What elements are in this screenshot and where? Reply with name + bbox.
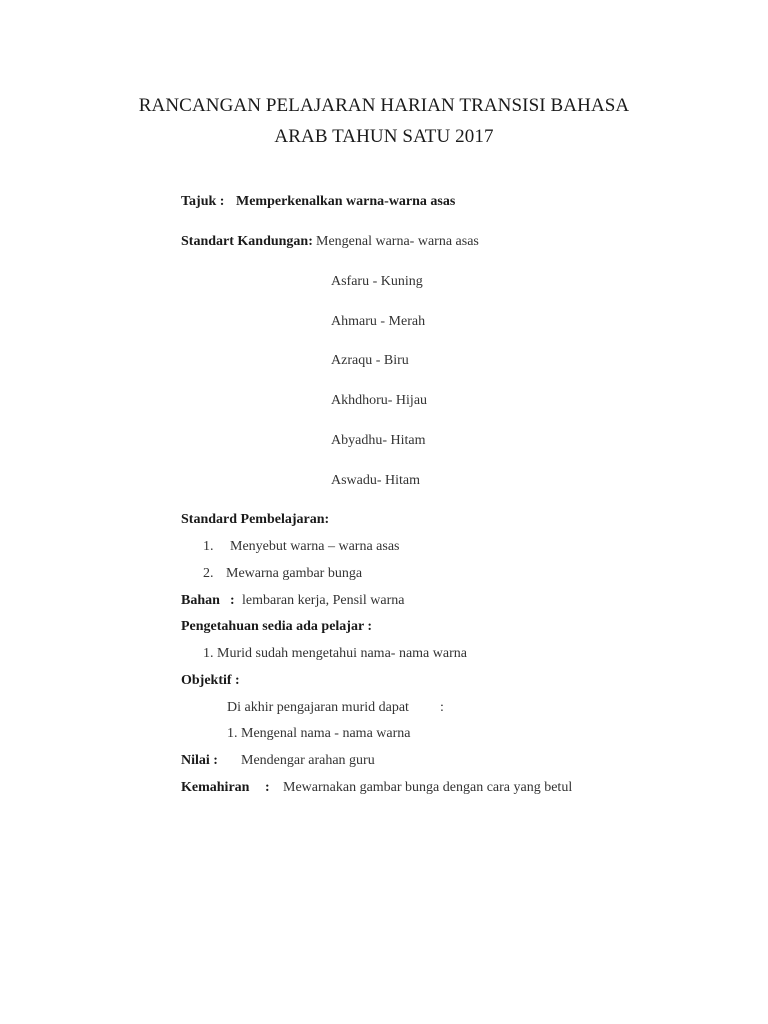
bahan-label: Bahan	[181, 593, 220, 608]
objektif-item: 1. Mengenal nama - nama warna	[227, 726, 411, 741]
color-item: Azraqu - Biru	[331, 353, 409, 368]
title-line-2: ARAB TAHUN SATU 2017	[274, 126, 494, 147]
list-item-number: 1.	[203, 539, 214, 554]
standart-kandungan-value: Mengenal warna- warna asas	[316, 234, 479, 249]
tajuk-value: Memperkenalkan warna-warna asas	[236, 194, 456, 209]
pengetahuan-item: 1. Murid sudah mengetahui nama- nama warna	[203, 646, 467, 661]
title-line-1: RANCANGAN PELAJARAN HARIAN TRANSISI BAHASA	[138, 95, 630, 116]
list-item: Mewarna gambar bunga	[226, 566, 363, 581]
nilai-value: Mendengar arahan guru	[241, 753, 375, 768]
pengetahuan-label: Pengetahuan sedia ada pelajar :	[181, 619, 373, 634]
tajuk-label: Tajuk :	[181, 194, 225, 209]
objektif-label: Objektif :	[181, 673, 240, 688]
objektif-intro: Di akhir pengajaran murid dapat	[227, 700, 409, 715]
color-item: Ahmaru - Merah	[331, 314, 426, 329]
color-item: Abyadhu- Hitam	[331, 433, 426, 448]
color-item: Aswadu- Hitam	[331, 473, 421, 488]
nilai-label: Nilai :	[181, 753, 218, 768]
kemahiran-colon: :	[265, 780, 270, 795]
color-item: Asfaru - Kuning	[331, 274, 423, 289]
document-title	[0, 90, 768, 152]
list-item: Menyebut warna – warna asas	[230, 539, 400, 554]
standart-kandungan-label: Standart Kandungan:	[181, 234, 313, 249]
bahan-value: lembaran kerja, Pensil warna	[242, 593, 405, 608]
color-item: Akhdhoru- Hijau	[331, 393, 428, 408]
kemahiran-value: Mewarnakan gambar bunga dengan cara yang betul	[283, 780, 573, 795]
list-item-number: 2.	[203, 566, 214, 581]
standard-pembelajaran-label: Standard Pembelajaran:	[181, 512, 330, 527]
kemahiran-label: Kemahiran	[181, 780, 250, 795]
objektif-intro-colon: :	[440, 700, 444, 715]
bahan-colon: :	[230, 593, 235, 608]
